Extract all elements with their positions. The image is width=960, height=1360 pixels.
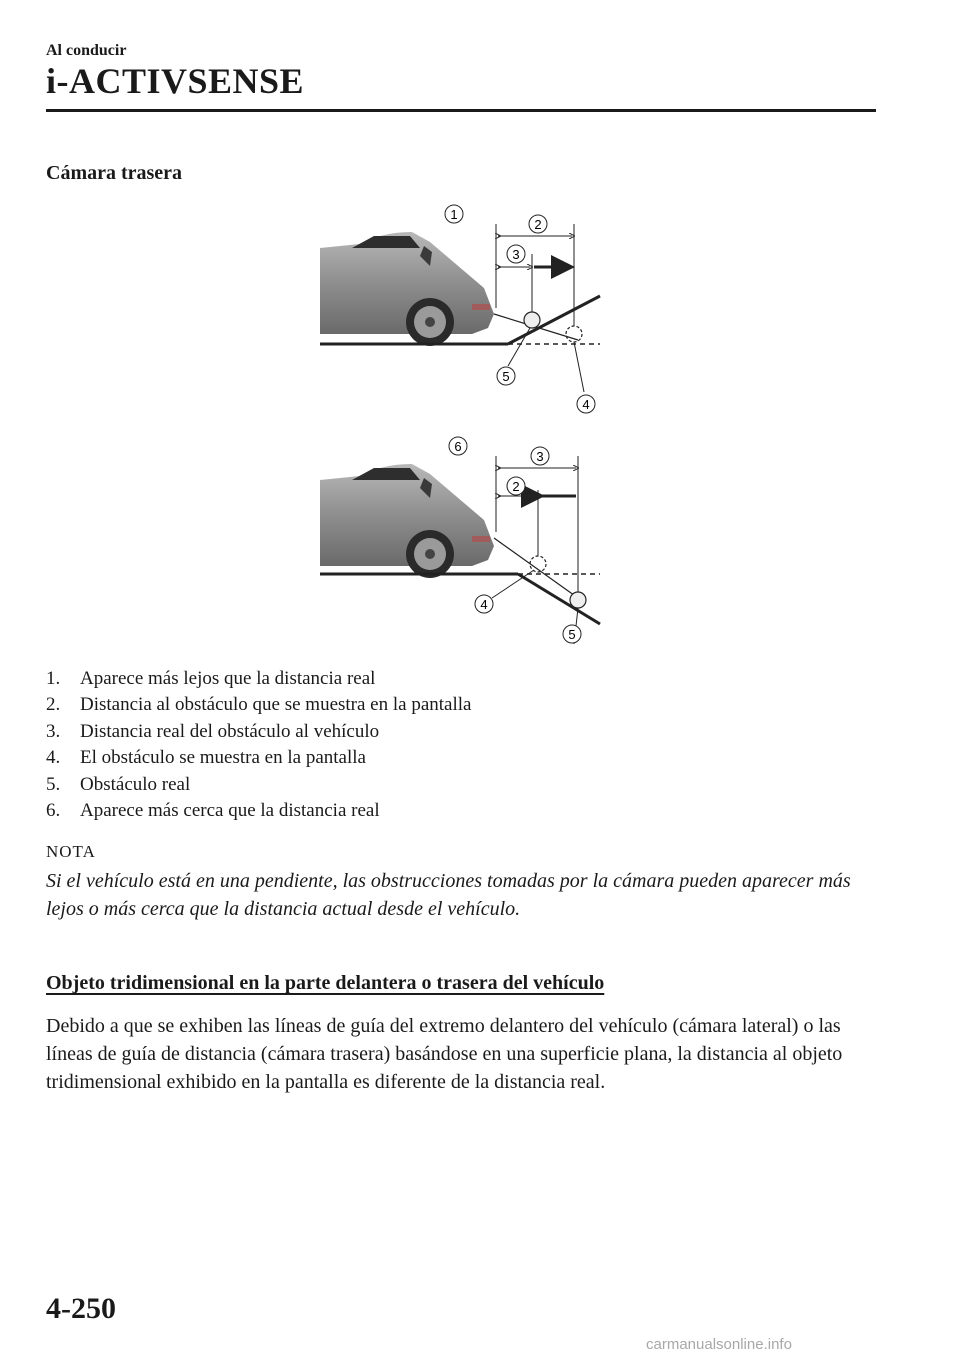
subsection-body: Debido a que se exhiben las líneas de guía del extremo delantero del vehículo (cámara lateral) o las líneas de guía de distancia (cámara trasera) basándose en una superficie plana, la distancia al objeto tridimensional exhibido en la pantalla es diferente de la distancia real. bbox=[46, 1015, 843, 1093]
slope-line bbox=[518, 574, 600, 624]
watermark: carmanualsonline.info bbox=[646, 1336, 792, 1353]
note-label: NOTA bbox=[46, 842, 96, 861]
svg-text:4: 4 bbox=[582, 397, 590, 412]
svg-text:2: 2 bbox=[512, 479, 520, 494]
figure-downhill bbox=[312, 428, 612, 648]
callout-4 bbox=[577, 395, 595, 413]
legend-list bbox=[46, 666, 471, 824]
callout-5 bbox=[563, 625, 581, 643]
note-text: Si el vehículo está en una pendiente, las obstrucciones tomadas por la cámara pueden aparecer más lejos o más cerca que la distancia actual desde el vehículo. bbox=[46, 870, 851, 920]
legend-item: 4. El obstáculo se muestra en la pantalla bbox=[46, 747, 366, 769]
figure-uphill bbox=[312, 196, 612, 416]
callout-2 bbox=[507, 477, 525, 495]
callout-3 bbox=[507, 245, 525, 263]
callout-3 bbox=[531, 447, 549, 465]
displayed-obstacle bbox=[566, 326, 582, 342]
subsection-title: Objeto tridimensional en la parte delantera o trasera del vehículo bbox=[46, 972, 605, 994]
callout-2 bbox=[529, 215, 547, 233]
legend-item: 5. Obstáculo real bbox=[46, 773, 191, 795]
leader-5 bbox=[508, 328, 530, 366]
svg-text:3: 3 bbox=[512, 247, 520, 262]
car-rear bbox=[320, 464, 494, 578]
camera-sight-line bbox=[494, 538, 578, 598]
real-obstacle bbox=[570, 592, 586, 608]
callout-4 bbox=[475, 595, 493, 613]
callout-6 bbox=[449, 437, 467, 455]
svg-text:4: 4 bbox=[480, 597, 488, 612]
page-number: 4-250 bbox=[46, 1292, 116, 1325]
legend-item: 6. Aparece más cerca que la distancia real bbox=[46, 800, 380, 822]
header-rule bbox=[46, 109, 876, 112]
legend-item: 1. Aparece más lejos que la distancia real bbox=[46, 668, 376, 689]
svg-text:5: 5 bbox=[568, 627, 576, 642]
callout-5 bbox=[497, 367, 515, 385]
leader-4 bbox=[574, 342, 584, 392]
legend-item: 2. Distancia al obstáculo que se muestra en la pantalla bbox=[46, 694, 472, 716]
chapter-kicker: Al conducir bbox=[46, 42, 127, 59]
svg-text:1: 1 bbox=[450, 207, 458, 222]
svg-text:2: 2 bbox=[534, 217, 542, 232]
svg-text:3: 3 bbox=[536, 449, 544, 464]
section-title: Cámara trasera bbox=[46, 162, 183, 184]
car-rear bbox=[320, 232, 494, 346]
real-obstacle bbox=[524, 312, 540, 328]
callout-1 bbox=[445, 205, 463, 223]
legend-item: 3. Distancia real del obstáculo al vehículo bbox=[46, 720, 380, 742]
svg-text:6: 6 bbox=[454, 439, 462, 454]
svg-text:5: 5 bbox=[502, 369, 510, 384]
chapter-title: i-ACTIVSENSE bbox=[46, 61, 305, 101]
slope-line bbox=[508, 296, 600, 344]
